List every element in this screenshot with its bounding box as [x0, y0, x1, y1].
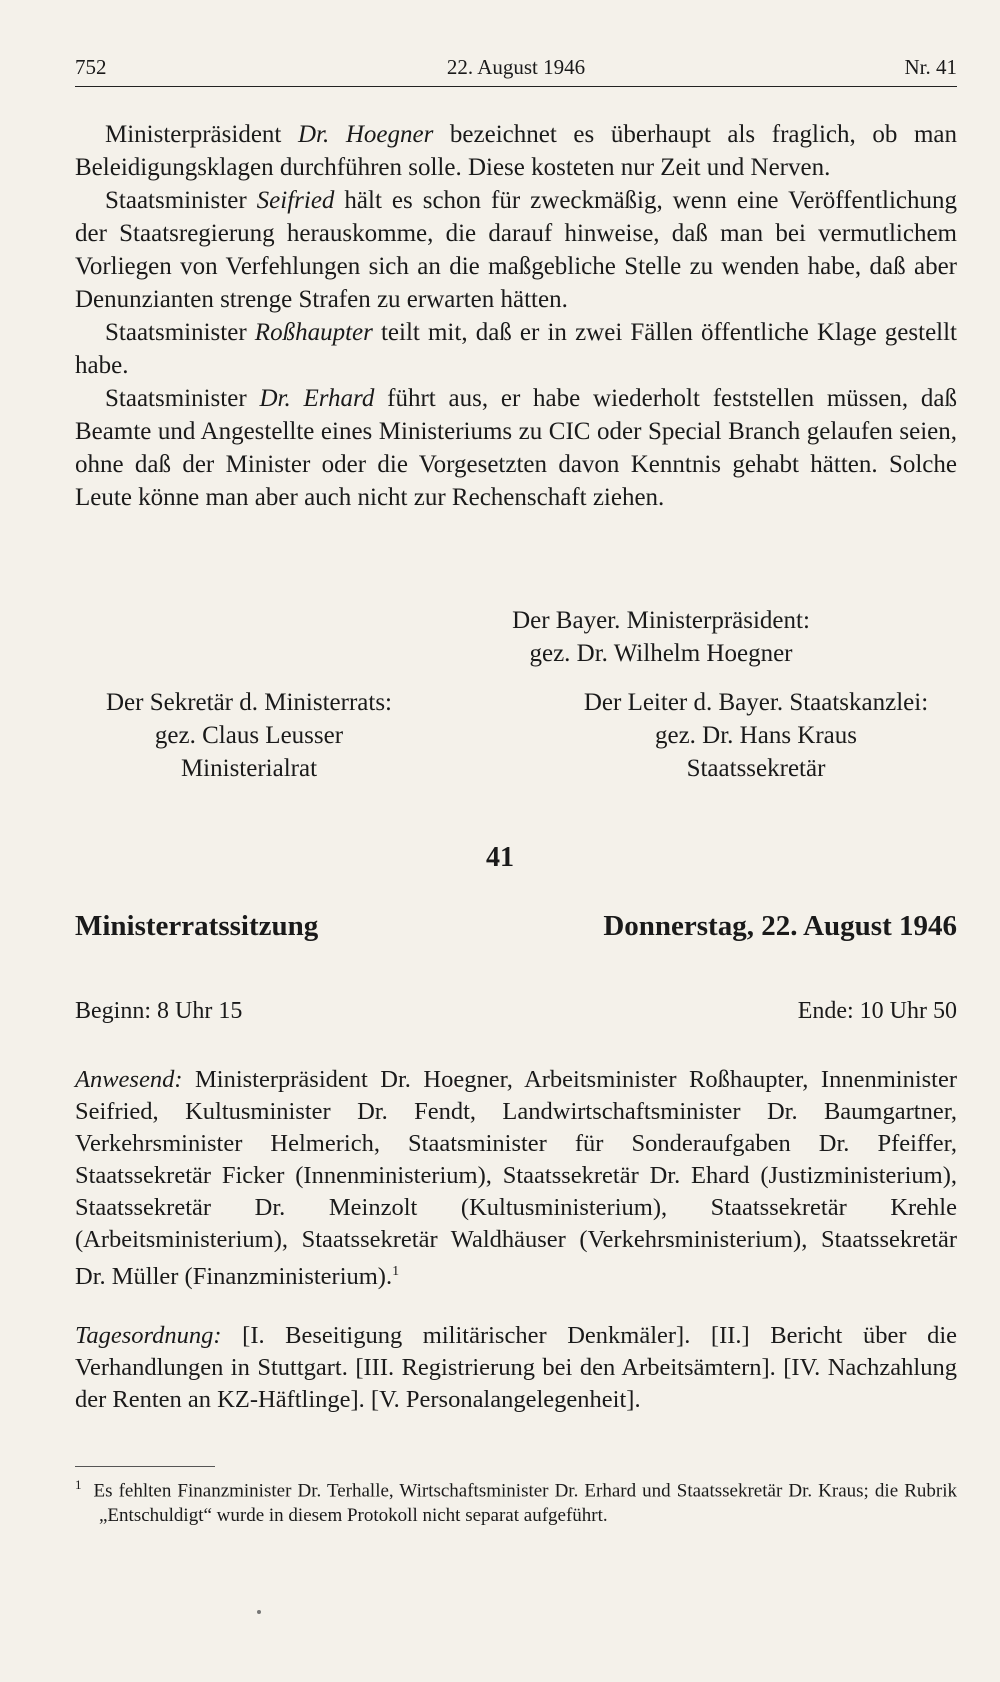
speaker-name: Dr. Erhard	[259, 385, 375, 412]
paragraph: Staatsminister Seifried hält es schon für zweckmäßig, wenn eine Veröffentlichung der Staatsregierung herauskomme, die darauf hinweise, daß man bei vermutlichem Vorliegen von Verfehlungen sich an die maßgebliche Stelle zu wenden habe, daß aber Denunzianten strenge Strafen zu erwarten hätten.	[75, 187, 958, 313]
session-heading	[75, 910, 957, 943]
attendance-block	[75, 1064, 957, 1293]
header-date: 22. August 1946	[446, 55, 586, 79]
session-begin: Beginn: 8 Uhr 15	[75, 998, 243, 1024]
paragraph: Staatsminister Dr. Erhard führt aus, er habe wiederholt feststellen müssen, daß Beamte und Angestellte eines Ministeriums zu CIC oder Special Branch gelaufen seien, ohne daß der Minister oder die Vorgesetzten davon Kenntnis gehabt hätten. Solche Leute könne man aber auch nicht zur Rechenschaft ziehen.	[75, 385, 957, 511]
page-speck	[257, 1610, 261, 1614]
signature-staatskanzlei: Der Leiter d. Bayer. Staatskanzlei: gez. Dr. Hans Kraus Staatssekretär	[583, 689, 929, 782]
paragraph: Ministerpräsident Dr. Hoegner bezeichnet es überhaupt als fraglich, ob man Beleidigungsklagen durchführen solle. Diese kosteten nur Zeit und Nerven.	[75, 121, 957, 181]
signature-sekretaer: Der Sekretär d. Ministerrats: gez. Claus Leusser Ministerialrat	[105, 689, 393, 782]
attendance-text: Ministerpräsident Dr. Hoegner, Arbeitsminister Roßhaupter, Innenminister Seifried, Kultusminister Dr. Fendt, Landwirtschaftsminister Dr. Baumgartner, Verkehrsminister Helmerich, Staatsminister für Sonderaufgaben Dr. Pfeiffer, Staatssekretär Ficker (Innenministerium), Staatssekretär Dr. Ehard (Justizministerium), Staatssekretär Dr. Meinzolt (Kultusministerium), Staatssekretär Krehle (Arbeitsministerium), Staatssekretär Waldhäuser (Verkehrsministerium), Staatssekretär Dr. Müller (Finanzministerium).	[75, 1066, 957, 1291]
footnote	[75, 1472, 957, 1528]
session-title: Ministerratssitzung	[75, 910, 319, 942]
footnote-text: Es fehlten Finanzminister Dr. Terhalle, Wirtschaftsminister Dr. Erhard und Staatssekretär Dr. Kraus; die Rubrik „Entschuldigt“ wurde in diesem Protokoll nicht separat aufgeführt.	[93, 1480, 957, 1527]
signature-ministerpraesident: Der Bayer. Ministerpräsident: gez. Dr. Wilhelm Hoegner	[512, 607, 810, 667]
session-number: 41	[486, 842, 514, 873]
session-times	[75, 998, 957, 1025]
session-date: Donnerstag, 22. August 1946	[603, 910, 957, 942]
page-header	[75, 48, 957, 87]
footnote-mark: 1	[75, 1477, 82, 1492]
footnote-divider	[75, 1466, 215, 1467]
footnote-reference: 1	[392, 1264, 400, 1279]
agenda-text: [I. Beseitigung militärischer Denkmäler]. [II.] Bericht über die Verhandlungen in Stuttgart. [III. Registrierung bei den Arbeitsämtern]. [IV. Nachzahlung der Renten an KZ-Häftlinge]. [V. Personalangelegenheit].	[75, 1322, 957, 1413]
continuation-text	[75, 118, 957, 514]
paragraph: Staatsminister Roßhaupter teilt mit, daß er in zwei Fällen öffentliche Klage gestellt habe.	[75, 319, 957, 379]
speaker-name: Roßhaupter	[254, 319, 373, 346]
speaker-name: Dr. Hoegner	[297, 121, 434, 148]
agenda-block	[75, 1320, 957, 1416]
session-end: Ende: 10 Uhr 50	[797, 998, 957, 1024]
attendance-label: Anwesend:	[75, 1066, 183, 1093]
agenda-label: Tagesordnung:	[75, 1322, 222, 1349]
speaker-name: Seifried	[256, 187, 335, 214]
issue-number: Nr. 41	[904, 55, 957, 79]
page-number: 752	[75, 55, 107, 79]
